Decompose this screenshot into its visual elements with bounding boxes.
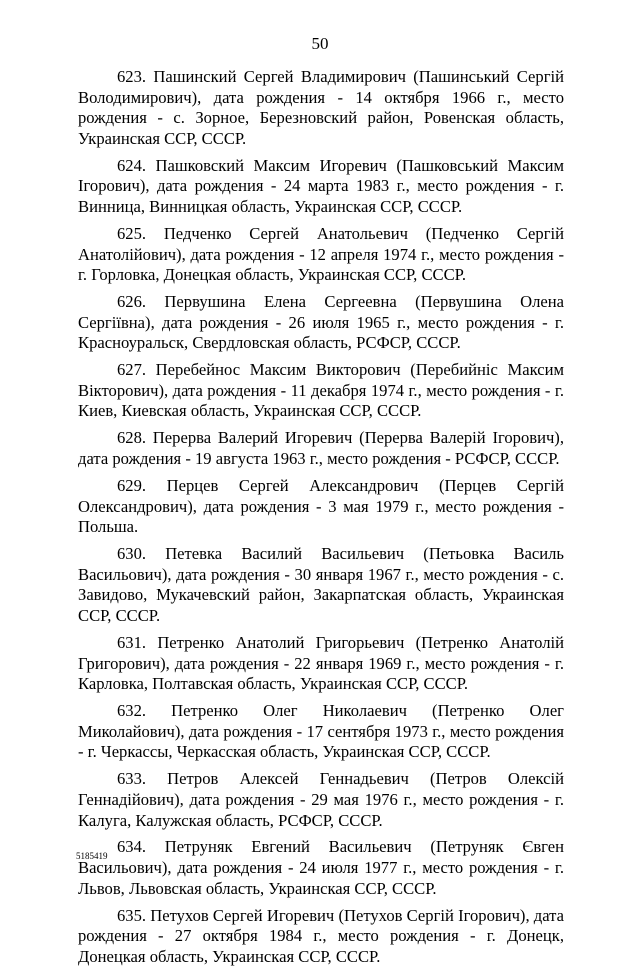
list-entry-634: 634. Петруняк Евгений Васильевич (Петруняк Євген Васильович), дата рождения - 24 июля 1977 г., место рождения - г. Львов, Львовская область, Украинская ССР, СССР. <box>78 837 564 898</box>
list-entry-631: 631. Петренко Анатолий Григорьевич (Петренко Анатолій Григорович), дата рождения - 22 января 1969 г., место рождения - г. Карловка, Полтавская область, Украинская ССР, СССР. <box>78 632 564 694</box>
list-entry-623: 623. Пашинский Сергей Владимирович (Пашинський Сергій Володимирович), дата рождения - 14 октября 1966 г., место рождения - с. Зорное, Березновский район, Ровенская область, Украинская ССР, СССР. <box>78 67 564 148</box>
sanctions-list <box>78 67 564 974</box>
list-entry-635: 635. Петухов Сергей Игоревич (Петухов Сергій Ігорович), дата рождения - 27 октября 1984 г., место рождения - г. Донецк, Донецкая область, Украинская ССР, СССР. <box>78 905 564 966</box>
list-entry-628: 628. Перерва Валерий Игоревич (Перерва Валерій Ігорович), дата рождения - 19 августа 1963 г., место рождения - РСФСР, СССР. <box>78 428 564 469</box>
list-entry-632: 632. Петренко Олег Николаевич (Петренко Олег Миколайович), дата рождения - 17 сентября 1973 г., место рождения - г. Черкассы, Черкасская область, Украинская ССР, СССР. <box>78 701 564 762</box>
list-entry-624: 624. Пашковский Максим Игоревич (Пашковський Максим Ігорович), дата рождения - 24 марта 1983 г., место рождения - г. Винница, Винницкая область, Украинская ССР, СССР. <box>78 155 564 216</box>
document-code: 5185419 <box>76 851 108 861</box>
page-number: 50 <box>311 34 329 53</box>
list-entry-629: 629. Перцев Сергей Александрович (Перцев Сергій Олександрович), дата рождения - 3 мая 1979 г., место рождения - Польша. <box>78 476 564 537</box>
list-entry-625: 625. Педченко Сергей Анатольевич (Педченко Сергій Анатолійович), дата рождения - 12 апреля 1974 г., место рождения - г. Горловка, Донецкая область, Украинская ССР, СССР. <box>78 223 564 285</box>
list-entry-633: 633. Петров Алексей Геннадьевич (Петров Олексій Геннадійович), дата рождения - 29 мая 1976 г., место рождения - г. Калуга, Калужская область, РСФСР, СССР. <box>78 769 564 830</box>
list-entry-626: 626. Первушина Елена Сергеевна (Первушина Олена Сергіївна), дата рождения - 26 июля 1965 г., место рождения - г. Красноуральск, Свердловская область, РСФСР, СССР. <box>78 292 564 353</box>
list-entry-627: 627. Перебейнос Максим Викторович (Перебийніс Максим Вікторович), дата рождения - 11 декабря 1974 г., место рождения - г. Киев, Киевская область, Украинская ССР, СССР. <box>78 360 564 421</box>
list-entry-630: 630. Петевка Василий Васильевич (Петьовка Василь Васильович), дата рождения - 30 января 1967 г., место рождения - с. Завидово, Мукачевский район, Закарпатская область, Украинская ССР, СССР. <box>78 544 564 625</box>
